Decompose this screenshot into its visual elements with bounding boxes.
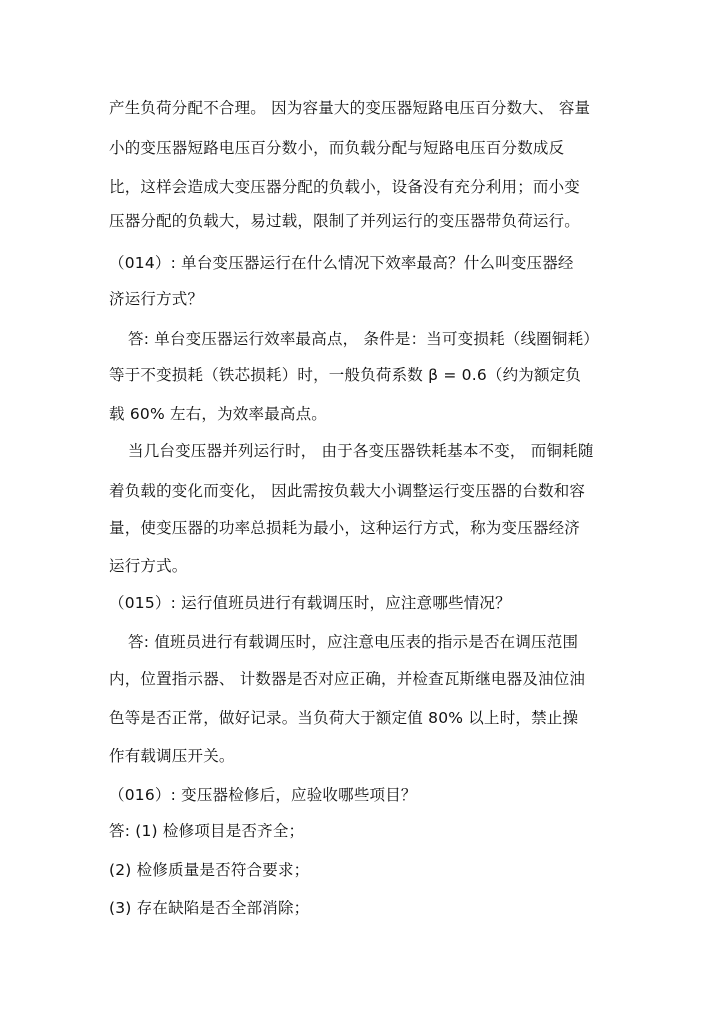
question-016-line: （016）: 变压器检修后，应验收哪些项目？: [109, 786, 417, 804]
text-line: 运行方式。: [109, 557, 188, 575]
text-line: 产生负荷分配不合理。 因为容量大的变压器短路电压百分数大、 容量: [109, 99, 591, 117]
text-line: 作有载调压开关。: [109, 747, 235, 765]
text-line: 量，使变压器的功率总损耗为最小，这种运行方式，称为变压器经济: [109, 519, 581, 537]
text-line: 内，位置指示器、 计数器是否对应正确，并检查瓦斯继电器及油位油: [109, 670, 586, 688]
text-line: 载 60% 左右，为效率最高点。: [109, 405, 328, 423]
question-014-line: （014）: 单台变压器运行在什么情况下效率最高？什么叫变压器经: [109, 254, 574, 272]
text-line: 色等是否正常，做好记录。当负荷大于额定值 80% 以上时，禁止操: [109, 709, 579, 727]
answer-016-item-1: 答: (1) 检修项目是否齐全；: [109, 822, 305, 840]
text-line: 压器分配的负载大，易过载，限制了并列运行的变压器带负荷运行。: [109, 212, 581, 230]
answer-016-item-3: (3) 存在缺陷是否全部消除；: [109, 899, 310, 917]
paragraph-line: 当几台变压器并列运行时， 由于各变压器铁耗基本不变， 而铜耗随: [128, 442, 594, 460]
question-015-line: （015）: 运行值班员进行有载调压时，应注意哪些情况？: [109, 594, 511, 612]
answer-016-item-2: (2) 检修质量是否符合要求；: [109, 861, 310, 879]
text-line: 等于不变损耗（铁芯损耗）时，一般负荷系数 β = 0.6（约为额定负: [109, 366, 582, 384]
text-line: 着负载的变化而变化， 因此需按负载大小调整运行变压器的台数和容: [109, 482, 586, 500]
text-line: 比，这样会造成大变压器分配的负载小，设备没有充分利用；而小变: [109, 178, 581, 196]
text-line: 济运行方式？: [109, 290, 204, 308]
text-line: 小的变压器短路电压百分数小，而负载分配与短路电压百分数成反: [109, 139, 565, 157]
answer-015-line: 答: 值班员进行有载调压时，应注意电压表的指示是否在调压范围: [128, 633, 579, 651]
answer-014-line: 答: 单台变压器运行效率最高点， 条件是：当可变损耗（线圈铜耗）: [128, 330, 599, 348]
